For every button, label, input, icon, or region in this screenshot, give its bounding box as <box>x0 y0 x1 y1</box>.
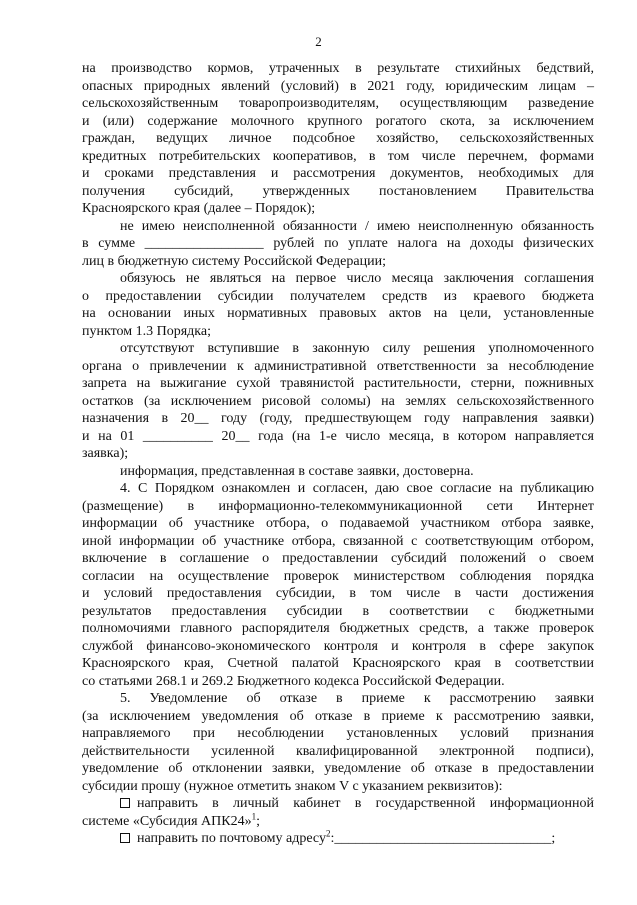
text-line: в сумме _________________ рублей по уплате налога на доходы физических <box>82 236 594 251</box>
text-line: органа о привлечении к административной ответственности за несоблюдение <box>82 358 594 374</box>
document-body <box>82 60 594 848</box>
text-line <box>82 795 594 813</box>
text-line: запрета на выжигание сухой травянистой растительности, стерни, пожнивных <box>82 376 594 391</box>
paragraph-budget-obligation <box>82 270 594 340</box>
text-line: 4. С Порядком ознакомлен и согласен, даю свое согласие на публикацию <box>120 481 594 496</box>
text-line: действительности усиленной квалифицированной электронной подписи), <box>82 743 594 759</box>
text-line <box>82 810 594 831</box>
text-line: полномочиями главного распорядителя бюджетных средств, а также проверок <box>82 621 594 636</box>
paragraph-4-consent <box>82 480 594 690</box>
text-line: со статьями 268.1 и 269.2 Бюджетного кодекса Российской Федерации. <box>82 673 505 689</box>
text-line: остатков (за исключением рисовой соломы) на землях сельскохозяйственного <box>82 393 594 409</box>
text-line: результатов предоставления субсидии в соответствии с бюджетными <box>82 603 594 619</box>
text-line: и на 01 __________ 20__ года (на 1-е число месяца, в котором направляется <box>82 428 594 444</box>
postal-address-blank[interactable]: :_______________________________; <box>330 831 556 846</box>
text-line: Красноярского края (далее – Порядок); <box>82 201 316 216</box>
text-line: заявка); <box>82 446 129 461</box>
paragraph-no-administrative-liability <box>82 340 594 463</box>
checkbox-personal-account[interactable] <box>120 798 130 808</box>
text-line: информации об участнике отбора, о подаваемой участником отбора заявке, <box>82 516 594 531</box>
footnote-marker: 1 <box>251 810 257 821</box>
text-line: лиц в бюджетную систему Российской Федерации; <box>82 253 386 269</box>
text-line: граждан, ведущих личное подсобное хозяйство, сельскохозяйственных <box>82 131 594 146</box>
text-line: на основании иных нормативных правовых актов на цели, установленные <box>82 306 594 321</box>
text-line: опасных природных явлений (условий) в 2021 году, юридическим лицам – <box>82 78 594 94</box>
text-line: субсидии прошу (нужное отметить знаком V с указанием реквизитов): <box>82 778 503 794</box>
text-line: и условий предоставления субсидии, в том числе в части достижения <box>82 586 594 601</box>
text-line: направляемого при несоблюдении установленных условий признания <box>82 726 594 741</box>
text-line: Красноярского края, Счетной палатой Красноярского края в соответствии <box>82 656 594 671</box>
paragraph-information-accurate <box>82 463 594 481</box>
option-label: направить в личный кабинет в государственной информационной <box>137 796 594 811</box>
footnote-marker: 2 <box>325 828 331 839</box>
text-line: обязуюсь не являться на первое число месяца заключения соглашения <box>120 271 594 286</box>
paragraph-procedure-continuation <box>82 60 594 218</box>
option-personal-account <box>82 795 594 830</box>
text-line: согласии на осуществление проверок министерством соблюдения порядка <box>82 568 594 584</box>
text-line: и сроками представления и рассмотрения документов, необходимых для <box>82 166 594 181</box>
text-line: и (или) содержание молочного крупного рогатого скота, за исключением <box>82 113 594 129</box>
text-line: отсутствуют вступившие в законную силу решения уполномоченного <box>120 341 594 356</box>
text-line: назначения в 20__ году (году, предшествующем году направления заявки) <box>82 411 594 426</box>
text-line: кредитных потребительских кооперативов, в том числе перечнем, формами <box>82 148 594 164</box>
text-line: (за исключением уведомления об отказе в приеме к рассмотрению заявки, <box>82 708 594 724</box>
text-line: о предоставлении субсидии получателем средств из краевого бюджета <box>82 288 594 304</box>
text-line: сельскохозяйственным товаропроизводителям, осуществляющим разведение <box>82 96 594 111</box>
paragraph-5-notification <box>82 690 594 795</box>
text-line: службой финансово-экономического контроля и контроля в сфере закупок <box>82 638 594 654</box>
text-line: информация, представленная в составе заявки, достоверна. <box>120 463 474 479</box>
text-line: 5. Уведомление об отказе в приеме к рассмотрению заявки <box>120 691 594 706</box>
page-number: 2 <box>315 34 322 49</box>
option-label: направить по почтовому адресу <box>137 831 326 846</box>
text-line: не имею неисполненной обязанности / имею неисполненную обязанность <box>120 218 594 234</box>
text-line: пунктом 1.3 Порядка; <box>82 323 211 339</box>
option-tail: ; <box>256 813 260 829</box>
option-postal-address <box>82 830 594 848</box>
paragraph-tax-obligation <box>82 218 594 271</box>
text-line <box>82 830 594 848</box>
text-line: получения субсидий, утвержденных постановлением Правительства <box>82 183 594 199</box>
text-line: иной информации об участнике отбора, связанной с соответствующим отбором, <box>82 533 594 549</box>
checkbox-postal-address[interactable] <box>120 833 130 843</box>
option-label: системе «Субсидия АПК24» <box>82 813 252 829</box>
text-line: (размещение) в информационно-телекоммуникационной сети Интернет <box>82 498 594 514</box>
text-line: включение в соглашение о предоставлении субсидий положений о своем <box>82 551 594 566</box>
text-line: на производство кормов, утраченных в результате стихийных бедствий, <box>82 61 594 76</box>
text-line: уведомление об отклонении заявки, уведомление об отказе в предоставлении <box>82 761 594 776</box>
